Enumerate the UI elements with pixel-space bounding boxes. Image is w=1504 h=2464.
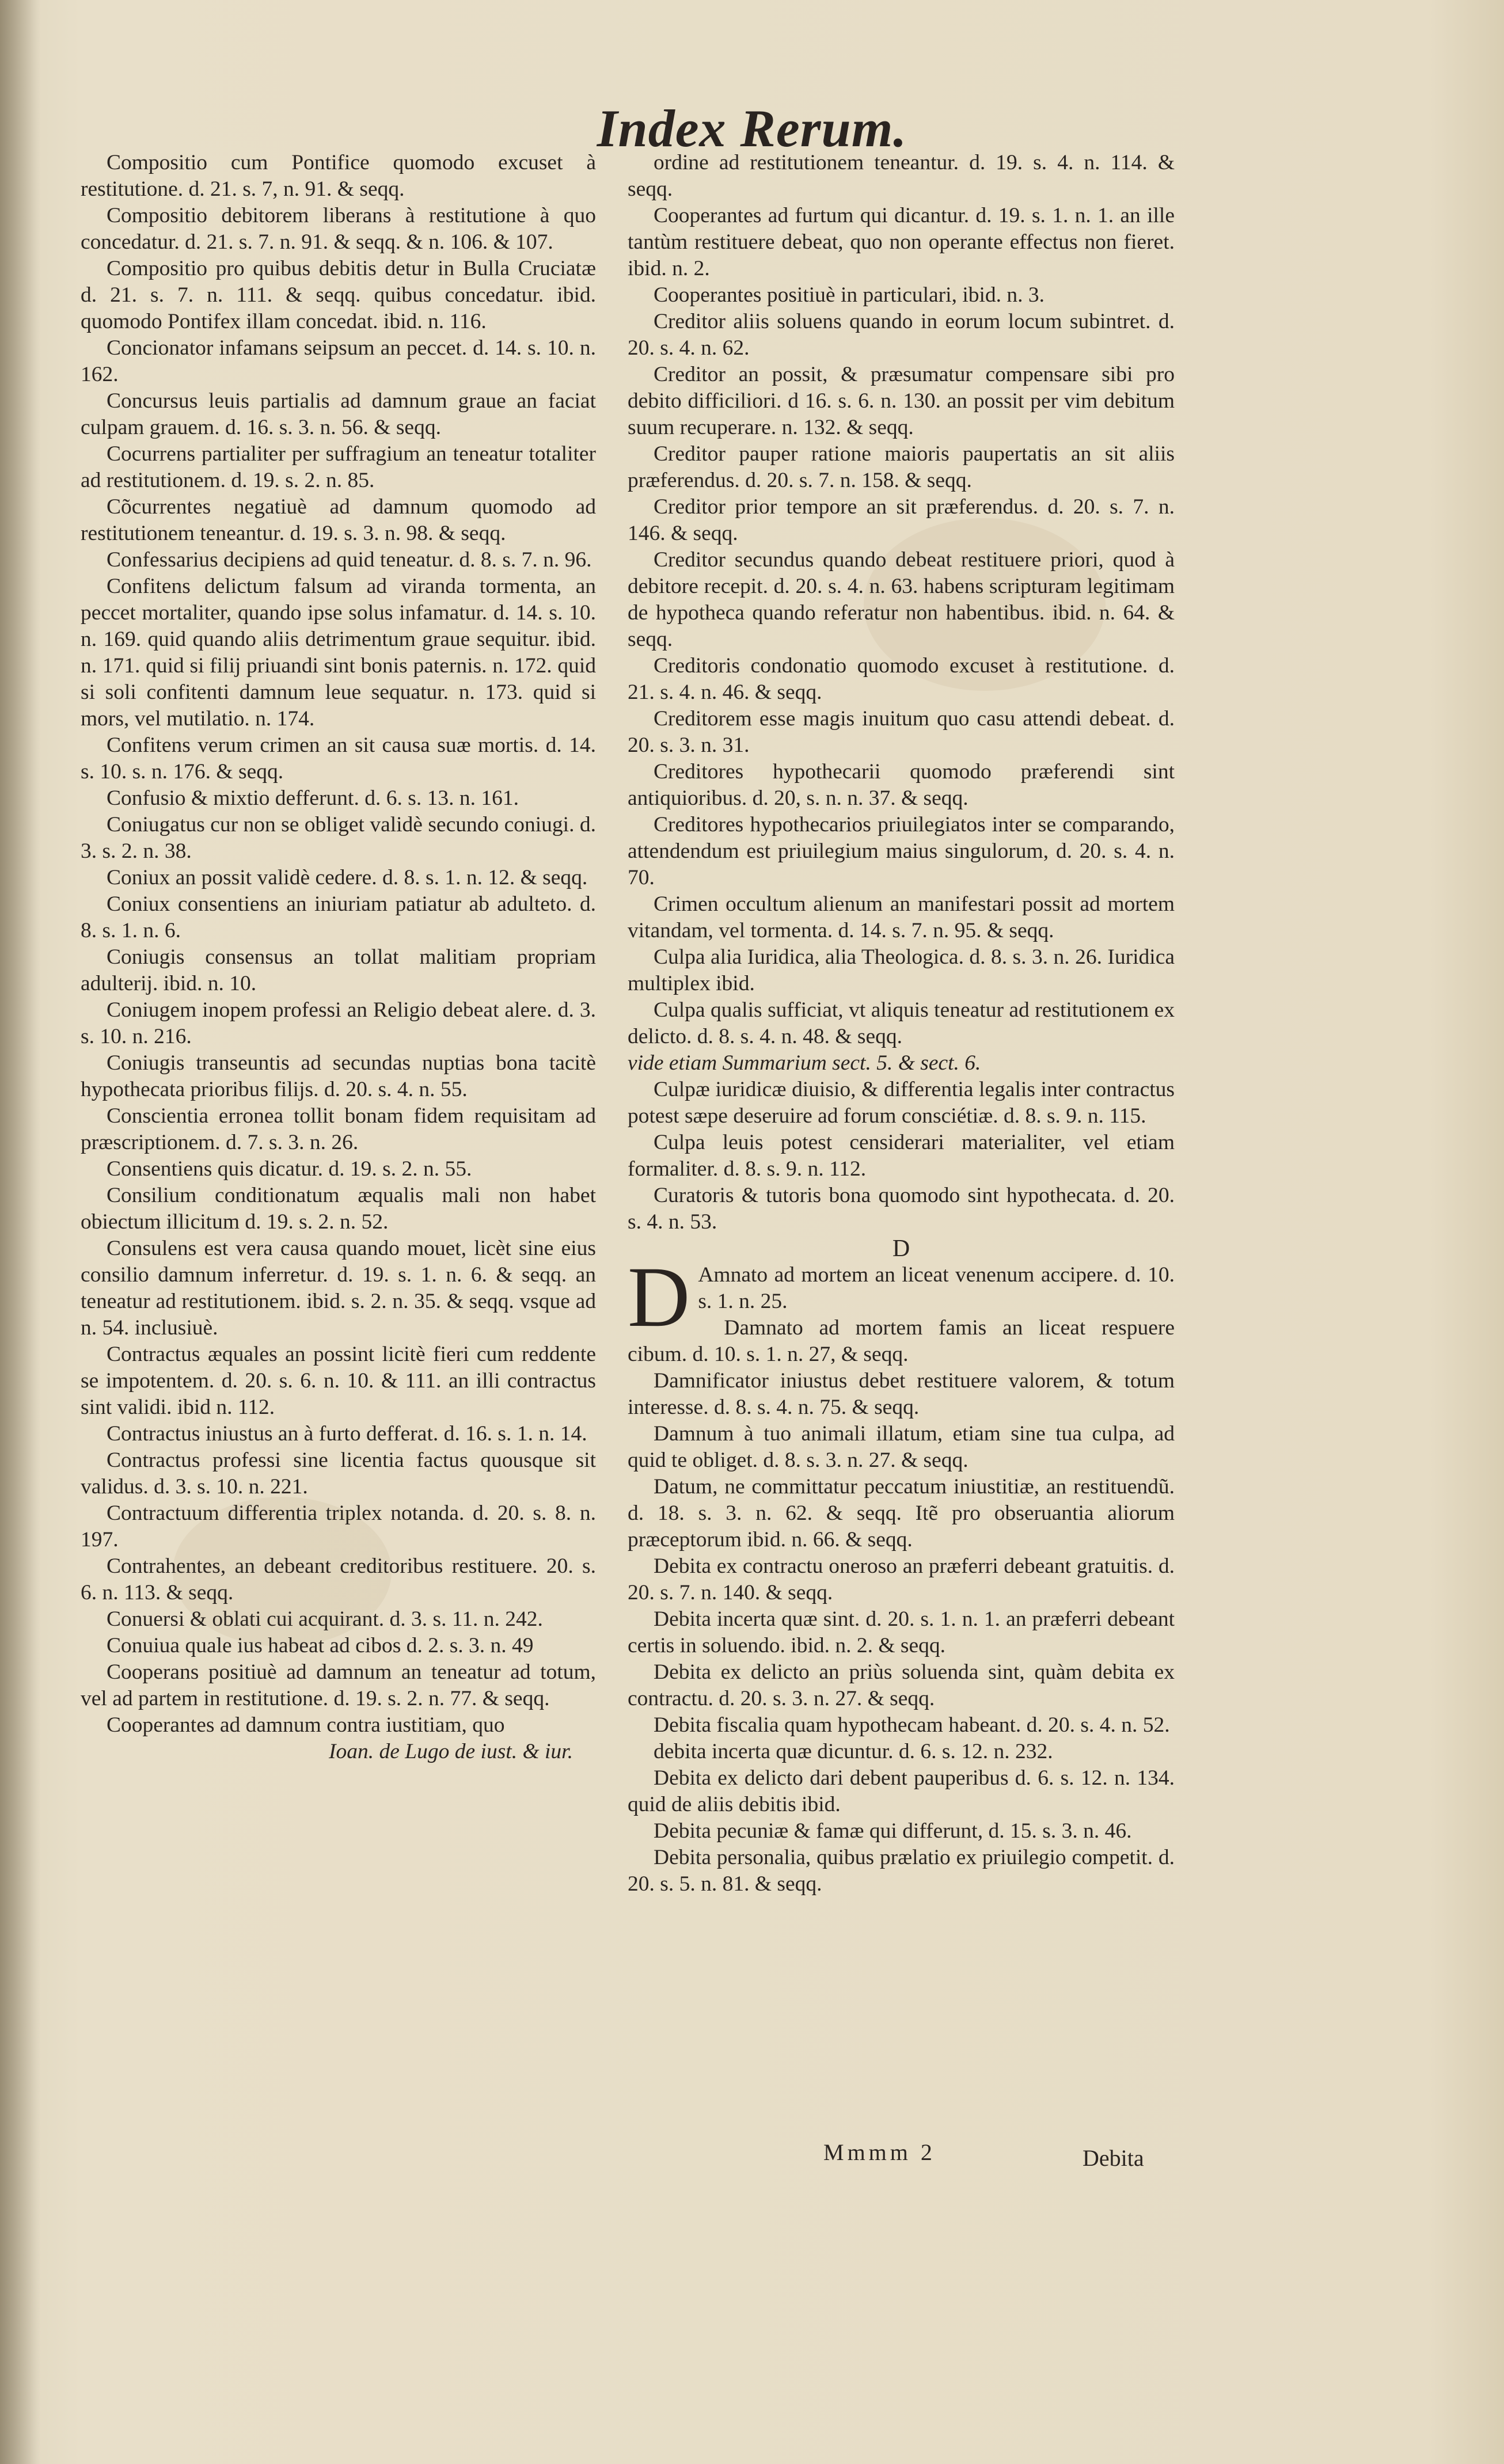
index-entry: Compositio cum Pontifice quomodo excuset à restitutione. d. 21. s. 7, n. 91. & seqq. <box>81 151 596 201</box>
index-entry: Culpa leuis potest censiderari materialiter, vel etiam formaliter. d. 8. s. 9. n. 112. <box>628 1131 1175 1181</box>
index-entry: Creditor an possit, & præsumatur compensare sibi pro debito difficiliori. d 16. s. 6. n. 130. an possit per vim debitum suum recuperare. n. 132. & seqq. <box>628 363 1175 439</box>
index-entry: Debita ex delicto dari debent pauperibus d. 6. s. 12. n. 134. quid de aliis debitis ibid. <box>628 1766 1175 1816</box>
index-entry: Damnificator iniustus debet restituere valorem, & totum interesse. d. 8. s. 4. n. 75. & seqq. <box>628 1369 1175 1419</box>
index-entry: Concionator infamans seipsum an peccet. d. 14. s. 10. n. 162. <box>81 336 596 386</box>
index-entry: Cooperantes ad furtum qui dicantur. d. 19. s. 1. n. 1. an ille tantùm restituere debeat, quo non operante effectus non fieret. ibid. n. 2. <box>628 204 1175 280</box>
index-entry: Coniugis transeuntis ad secundas nuptias bona tacitè hypothecata prioribus filijs. d. 20. s. 4. n. 55. <box>81 1051 596 1101</box>
index-entry: Cocurrens partialiter per suffragium an teneatur totaliter ad restitutionem. d. 19. s. 2. n. 85. <box>81 442 596 492</box>
left-footer-citation: Ioan. de Lugo de iust. & iur. <box>329 1740 573 1763</box>
index-entry: Creditor secundus quando debeat restituere priori, quod à debitore recepit. d. 20. s. 4. n. 63. habens scripturam legitimam de hypotheca quando referatur non habentibus. ibid. n. 64. & seqq. <box>628 548 1175 651</box>
index-entry: Debita ex delicto an priùs soluenda sint, quàm debita ex contractu. d. 20. s. 3. n. 27. & seqq. <box>628 1660 1175 1710</box>
index-entry: Debita ex contractu oneroso an præferri debeant gratuitis. d. 20. s. 7. n. 140. & seqq. <box>628 1554 1175 1604</box>
index-entry: Consulens est vera causa quando mouet, licèt sine eius consilio damnum inferretur. d. 19. s. 1. n. 6. & seqq. an teneatur ad restitutionem. ibid. s. 2. n. 35. & seqq. vsque ad n. 54. inclusiuè. <box>81 1237 596 1340</box>
index-entry: Conscientia erronea tollit bonam fidem requisitam ad præscriptionem. d. 7. s. 3. n. 26. <box>81 1104 596 1154</box>
index-entry: Crimen occultum alienum an manifestari possit ad mortem vitandam, vel tormenta. d. 14. s. 7. n. 95. & seqq. <box>628 892 1175 942</box>
index-entry: Debita fiscalia quam hypothecam habeant. d. 20. s. 4. n. 52. <box>654 1713 1170 1737</box>
right-entries-mid <box>628 1077 1175 1235</box>
index-entry: Damnum à tuo animali illatum, etiam sine tua culpa, ad quid te obliget. d. 8. s. 3. n. 27. & seqq. <box>628 1422 1175 1472</box>
index-entry: Cooperantes positiuè in particulari, ibid. n. 3. <box>654 283 1045 307</box>
index-entry: Compositio pro quibus debitis detur in Bulla Cruciatæ d. 21. s. 7. n. 111. & seqq. quibus concedatur. ibid. quomodo Pontifex illam concedat. ibid. n. 116. <box>81 257 596 333</box>
index-entry: Curatoris & tutoris bona quomodo sint hypothecata. d. 20. s. 4. n. 53. <box>628 1184 1175 1234</box>
index-entry: Contrahentes, an debeant creditoribus restituere. 20. s. 6. n. 113. & seqq. <box>81 1554 596 1604</box>
italic-note: vide etiam Summarium sect. 5. & sect. 6. <box>628 1051 981 1075</box>
index-entry: Contractus iniustus an à furto defferat. d. 16. s. 1. n. 14. <box>107 1422 587 1446</box>
index-entry: Cooperantes ad damnum contra iustitiam, quo <box>107 1713 505 1737</box>
index-entry: Consilium conditionatum æqualis mali non habet obiectum illicitum d. 19. s. 2. n. 52. <box>81 1184 596 1234</box>
index-entry: Cooperans positiuè ad damnum an teneatur ad totum, vel ad partem in restitutione. d. 19. s. 2. n. 77. & seqq. <box>81 1660 596 1710</box>
index-entry: Consentiens quis dicatur. d. 19. s. 2. n. 55. <box>107 1157 472 1181</box>
index-entry: ordine ad restitutionem teneantur. d. 19. s. 4. n. 114. & seqq. <box>628 151 1175 201</box>
index-entry: Compositio debitorem liberans à restitutione à quo concedatur. d. 21. s. 7. n. 91. & seqq. & n. 106. & 107. <box>81 204 596 254</box>
index-entry: Culpa alia Iuridica, alia Theologica. d. 8. s. 3. n. 26. Iuridica multiplex ibid. <box>628 945 1175 995</box>
index-entry: Coniugem inopem professi an Religio debeat alere. d. 3. s. 10. n. 216. <box>81 998 596 1048</box>
index-entry: Coniugis consensus an tollat malitiam propriam adulterij. ibid. n. 10. <box>81 945 596 995</box>
index-entry: Contractuum differentia triplex notanda. d. 20. s. 8. n. 197. <box>81 1501 596 1552</box>
index-entry: Cõcurrentes negatiuè ad damnum quomodo ad restitutionem teneantur. d. 19. s. 3. n. 98. & seqq. <box>81 495 596 545</box>
index-entry: Confusio & mixtio defferunt. d. 6. s. 13. n. 161. <box>107 786 519 810</box>
index-entry: debita incerta quæ dicuntur. d. 6. s. 12. n. 232. <box>654 1740 1053 1763</box>
index-entry: Contractus æquales an possint licitè fieri cum reddente se impotentem. d. 20. s. 6. n. 10. & 111. an illi contractus sint validi. ibid n. 112. <box>81 1343 596 1419</box>
index-entry: Creditor aliis soluens quando in eorum locum subintret. d. 20. s. 4. n. 62. <box>628 310 1175 360</box>
index-entry: Creditores hypothecarios priuilegiatos inter se comparando, attendendum est priuilegium maius singulorum, d. 20. s. 4. n. 70. <box>628 813 1175 889</box>
index-entry: Coniugatus cur non se obliget validè secundo coniugi. d. 3. s. 2. n. 38. <box>81 813 596 863</box>
index-entry: Concursus leuis partialis ad damnum graue an faciat culpam grauem. d. 16. s. 3. n. 56. & seqq. <box>81 389 596 439</box>
left-column <box>81 150 596 1765</box>
left-entries <box>81 150 596 1739</box>
index-entry: Confitens verum crimen an sit causa suæ mortis. d. 14. s. 10. s. n. 176. & seqq. <box>81 733 596 784</box>
dropcap-entry-text: Amnato ad mortem an liceat venenum accipere. d. 10. s. 1. n. 25. <box>698 1263 1175 1313</box>
index-entry: Culpa qualis sufficiat, vt aliquis teneatur ad restitutionem ex delicto. d. 8. s. 4. n. 48. & seqq. <box>628 998 1175 1048</box>
index-entry: Creditores hypothecarii quomodo præferendi sint antiquioribus. d. 20, s. n. n. 37. & seqq. <box>628 760 1175 810</box>
index-entry: Culpæ iuridicæ diuisio, & differentia legalis inter contractus potest sæpe deseruire ad forum consciétiæ. d. 8. s. 9. n. 115. <box>628 1078 1175 1128</box>
index-entry: Creditor pauper ratione maioris paupertatis an sit aliis præferendus. d. 20. s. 7. n. 158. & seqq. <box>628 442 1175 492</box>
catchword: Debita <box>1083 2145 1144 2171</box>
signature-mark: Mmmm 2 <box>823 2139 936 2165</box>
index-entry: Damnato ad mortem famis an liceat respuere cibum. d. 10. s. 1. n. 27, & seqq. <box>628 1316 1175 1366</box>
index-entry: Debita pecuniæ & famæ qui differunt, d. 15. s. 3. n. 46. <box>654 1819 1132 1843</box>
index-entry: Conuiua quale ius habeat ad cibos d. 2. s. 3. n. 49 <box>107 1634 534 1657</box>
right-entries-top <box>628 150 1175 1050</box>
index-entry: Datum, ne committatur peccatum iniustitiæ, an restituendũ. d. 18. s. 3. n. 62. & seqq. Itẽ pro obseruantia aliorum præceptorum ibid. n. 66. & seqq. <box>628 1475 1175 1552</box>
index-entry: Coniux consentiens an iniuriam patiatur ab adulteto. d. 8. s. 1. n. 6. <box>81 892 596 942</box>
index-entry: Coniux an possit validè cedere. d. 8. s. 1. n. 12. & seqq. <box>107 866 588 889</box>
index-entry: Contractus professi sine licentia factus quousque sit validus. d. 3. s. 10. n. 221. <box>81 1448 596 1499</box>
index-entry: Confitens delictum falsum ad viranda tormenta, an peccet mortaliter, quando ipse solus infamatur. d. 14. s. 10. n. 169. quid quando aliis detrimentum graue sequitur. ibid. n. 171. quid si filij priuandi sint bonis paternis. n. 172. quid si soli confitenti damnum leue sequatur. n. 173. quid si mors, vel mutilatio. n. 174. <box>81 575 596 731</box>
page-header: Index Rerum. <box>597 99 907 158</box>
dropcap-letter: D <box>628 1249 690 1345</box>
index-entry: Creditorem esse magis inuitum quo casu attendi debeat. d. 20. s. 3. n. 31. <box>628 707 1175 757</box>
gutter-shadow <box>0 0 40 2464</box>
index-entry: Creditoris condonatio quomodo excuset à restitutione. d. 21. s. 4. n. 46. & seqq. <box>628 654 1175 704</box>
index-entry: Debita incerta quæ sint. d. 20. s. 1. n. 1. an præferri debeant certis in soluendo. ibid. n. 2. & seqq. <box>628 1607 1175 1657</box>
right-entries-bottom <box>628 1315 1175 1898</box>
section-letter: D <box>892 1235 910 1262</box>
index-entry: Debita personalia, quibus prælatio ex priuilegio competit. d. 20. s. 5. n. 81. & seqq. <box>628 1846 1175 1896</box>
right-column <box>628 150 1175 1898</box>
index-entry: Confessarius decipiens ad quid teneatur. d. 8. s. 7. n. 96. <box>107 548 592 572</box>
index-entry: Conuersi & oblati cui acquirant. d. 3. s. 11. n. 242. <box>107 1607 543 1631</box>
index-entry: Creditor prior tempore an sit præferendus. d. 20. s. 7. n. 146. & seqq. <box>628 495 1175 545</box>
